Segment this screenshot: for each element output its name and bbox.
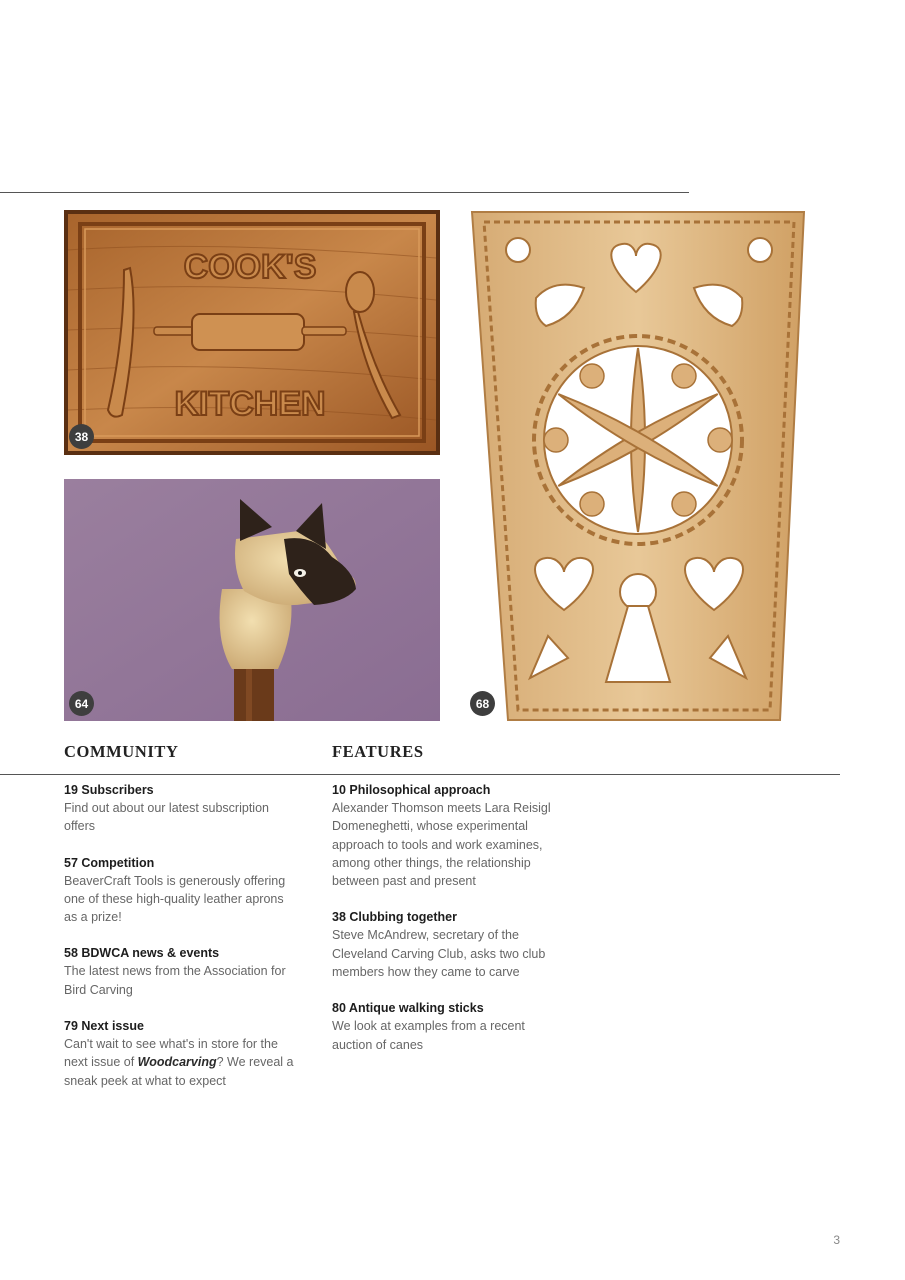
entry-title: 57 Competition <box>64 855 155 870</box>
toc-entry[interactable] <box>332 781 560 890</box>
entry-desc <box>64 1035 299 1090</box>
community-column <box>64 781 299 1108</box>
fretwork-panel-image <box>464 208 814 722</box>
magazine-title: Woodcarving <box>137 1055 217 1070</box>
page-badge[interactable]: 64 <box>69 691 94 716</box>
features-heading: FEATURES <box>332 742 424 761</box>
toc-entry[interactable] <box>64 854 299 927</box>
page-number: 3 <box>833 1233 840 1247</box>
community-heading: COMMUNITY <box>64 742 179 761</box>
entry-desc: Steve McAndrew, secretary of the Cleveland Carving Club, asks two club members how they came to carve <box>332 928 546 980</box>
sign-bottom-text: KITCHEN <box>174 385 326 423</box>
entry-title: 38 Clubbing together <box>332 910 457 925</box>
page-badge[interactable]: 68 <box>470 691 495 716</box>
toc-entry[interactable] <box>64 1017 299 1090</box>
section-divider <box>0 774 840 775</box>
fretwork-panel-photo <box>464 208 814 722</box>
entry-title: 19 Subscribers <box>64 783 154 797</box>
toc-entry[interactable] <box>64 781 299 836</box>
entry-desc: Alexander Thomson meets Lara Reisigl Domeneghetti, whose experimental approach to tools and work examines, among other things, the relationship between past and present <box>332 801 551 889</box>
entry-title: 58 BDWCA news & events <box>64 946 220 961</box>
entry-title: 80 Antique walking sticks <box>332 1001 484 1016</box>
entry-title: 10 Philosophical approach <box>332 783 491 797</box>
toc-entry[interactable] <box>64 944 299 999</box>
entry-title: 79 Next issue <box>64 1019 144 1034</box>
sign-top-text: COOK'S <box>183 248 317 286</box>
entry-desc: Find out about our latest subscription offers <box>64 801 269 834</box>
cat-cane-photo <box>64 479 440 721</box>
features-column <box>332 781 560 1072</box>
entry-desc: BeaverCraft Tools is generously offering one of these high-quality leather aprons as a prize! <box>64 873 286 925</box>
entry-desc: We look at examples from a recent auction of canes <box>332 1019 525 1052</box>
cooks-kitchen-photo <box>64 210 440 455</box>
entry-desc-part: Can't wait to see what's in store for the next issue of <box>64 1037 278 1070</box>
entry-desc: The latest news from the Association for Bird Carving <box>64 964 286 997</box>
top-divider <box>0 192 689 193</box>
toc-entry[interactable] <box>332 999 560 1054</box>
carved-sign-image <box>64 210 440 455</box>
toc-entry[interactable] <box>332 908 560 981</box>
cat-cane-image <box>64 479 440 721</box>
entry-desc-part: ? We reveal a sneak peek at what to expect <box>64 1055 294 1088</box>
page-badge[interactable]: 38 <box>69 424 94 449</box>
